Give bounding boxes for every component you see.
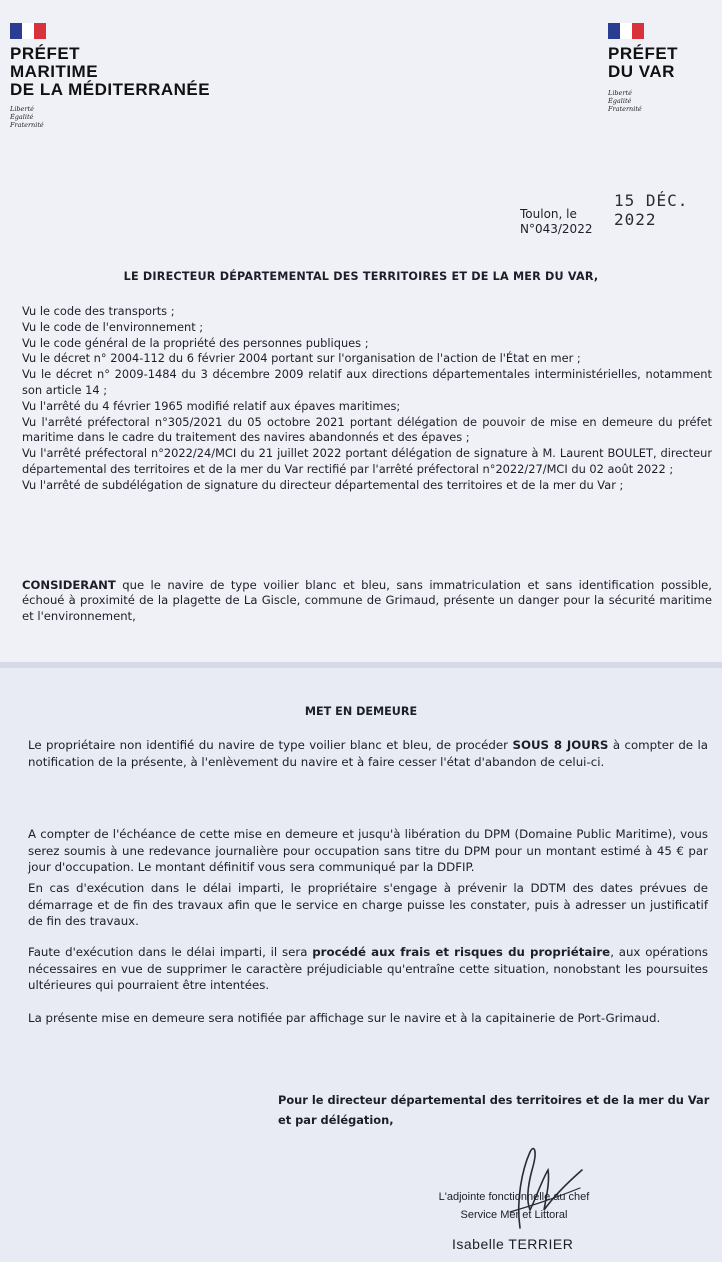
vu-item: Vu le décret n° 2009-1484 du 3 décembre 2009 relatif aux directions départementales interministérielles, notamment son article 14 ; [22,367,712,397]
motto-line: Fraternité [10,121,44,129]
signature-line: et par délégation, [278,1113,394,1127]
signature-authority [278,1090,709,1130]
paragraph-notification: En cas d'exécution dans le délai imparti, le propriétaire s'engage à prévenir la DDTM des dates prévues de démarrage et de fin des travaux afin que le service en charge puisse les constater, puis à adresser un justificatif de fin des travaux. [28,881,708,929]
signer-title [434,1188,594,1224]
reference-number: N°043/2022 [520,222,593,236]
logo-prefet-maritime [10,23,210,129]
vu-item: Vu l'arrêté du 4 février 1965 modifié relatif aux épaves maritimes; [22,398,401,413]
french-flag-icon [10,23,46,39]
section-title: MET EN DEMEURE [304,705,418,718]
text-run: Faute d'exécution dans le délai imparti, il sera [28,945,313,959]
vu-item: Vu l'arrêté de subdélégation de signature du directeur départemental des territoires et de la mer du Var ; [22,477,624,492]
considerant-label: CONSIDERANT [22,578,116,592]
logo-line: DU VAR [608,62,675,81]
logo-line: PRÉFET [608,44,679,63]
french-flag-icon [608,23,644,39]
text-run: Le propriétaire non identifié du navire de type voilier blanc et bleu, de procéder [28,738,513,752]
logo-name [608,45,678,81]
date-stamp: 15 DÉC. 2022 [614,191,689,229]
paragraph-default [28,944,708,994]
vu-item: Vu l'arrêté préfectoral n°2022/24/MCI du 21 juillet 2022 portant délégation de signature à M. Laurent BOULET, directeur départemental des territoires et de la mer du Var rectifié par l'arrêté préfectoral n°2022/27/MCI du 02 août 2022 ; [22,446,712,476]
vu-item: Vu le code général de la propriété des personnes publiques ; [22,335,369,350]
paragraph-fee: A compter de l'échéance de cette mise en demeure et jusqu'à libération du DPM (Domaine Public Maritime), vous serez soumis à une redevance journalière pour occupation sans titre du DPM pour un montant estimé à 45 € par jour d'occupation. Le montant définitif vous sera communiqué par la DDFIP. [28,827,708,875]
paragraph-posting: La présente mise en demeure sera notifiée par affichage sur le navire et à la capitainerie de Port-Grimaud. [28,1011,661,1025]
logo-name [10,45,210,99]
motto-line: Liberté [608,89,632,97]
considerant-text: que le navire de type voilier blanc et bleu, sans immatriculation et sans identification possible, échoué à proximité de la plagette de La Giscle, commune de Grimaud, présente un danger pour la sécurité maritime et l'environnement, [22,578,712,623]
motto-line: Fraternité [608,105,642,113]
motto [608,89,678,113]
logo-prefet-var [608,23,678,113]
emphasis-costs: procédé aux frais et risques du propriétaire [312,945,611,959]
vu-item: Vu le décret n° 2004-112 du 6 février 2004 portant sur l'organisation de l'action de l'État en mer ; [22,351,581,366]
vu-item: Vu le code des transports ; [22,304,175,318]
signer-title-line: Service Mer et Littoral [460,1209,568,1221]
logo-line: MARITIME [10,62,99,81]
signature-line: Pour le directeur départemental des territoires et de la mer du Var [278,1093,710,1107]
text-run: à compter de la notification de la présente, à l'enlèvement du navire et à faire cesser l'état d'abandon de celui-ci. [28,738,708,769]
paragraph-deadline [28,737,708,770]
vu-item: Vu le code de l'environnement ; [22,319,204,334]
emphasis-deadline: SOUS 8 JOURS [512,738,609,752]
place-label: Toulon, le [520,207,577,221]
vu-list [22,304,712,494]
motto [10,105,210,129]
signer-name: Isabelle TERRIER [452,1236,574,1252]
considerant-paragraph [22,578,712,624]
logo-line: PRÉFET [10,44,81,63]
motto-line: Égalité [10,113,34,121]
signer-title-line: L'adjointe fonctionnelle au chef [438,1191,590,1203]
motto-line: Liberté [10,105,34,113]
vu-item: Vu l'arrêté préfectoral n°305/2021 du 05 octobre 2021 portant délégation de pouvoir de mise en demeure du préfet maritime dans le cadre du traitement des navires abandonnés et des épaves ; [22,414,712,445]
logo-line: DE LA MÉDITERRANÉE [10,80,211,99]
text-run: , aux opérations nécessaires en vue de supprimer le caractère préjudiciable qu'entraîne cette situation, nonobstant les poursuites ultérieures qui pourraient être intentées. [28,945,708,993]
motto-line: Égalité [608,97,632,105]
document-heading: LE DIRECTEUR DÉPARTEMENTAL DES TERRITOIRES ET DE LA MER DU VAR, [123,270,599,283]
